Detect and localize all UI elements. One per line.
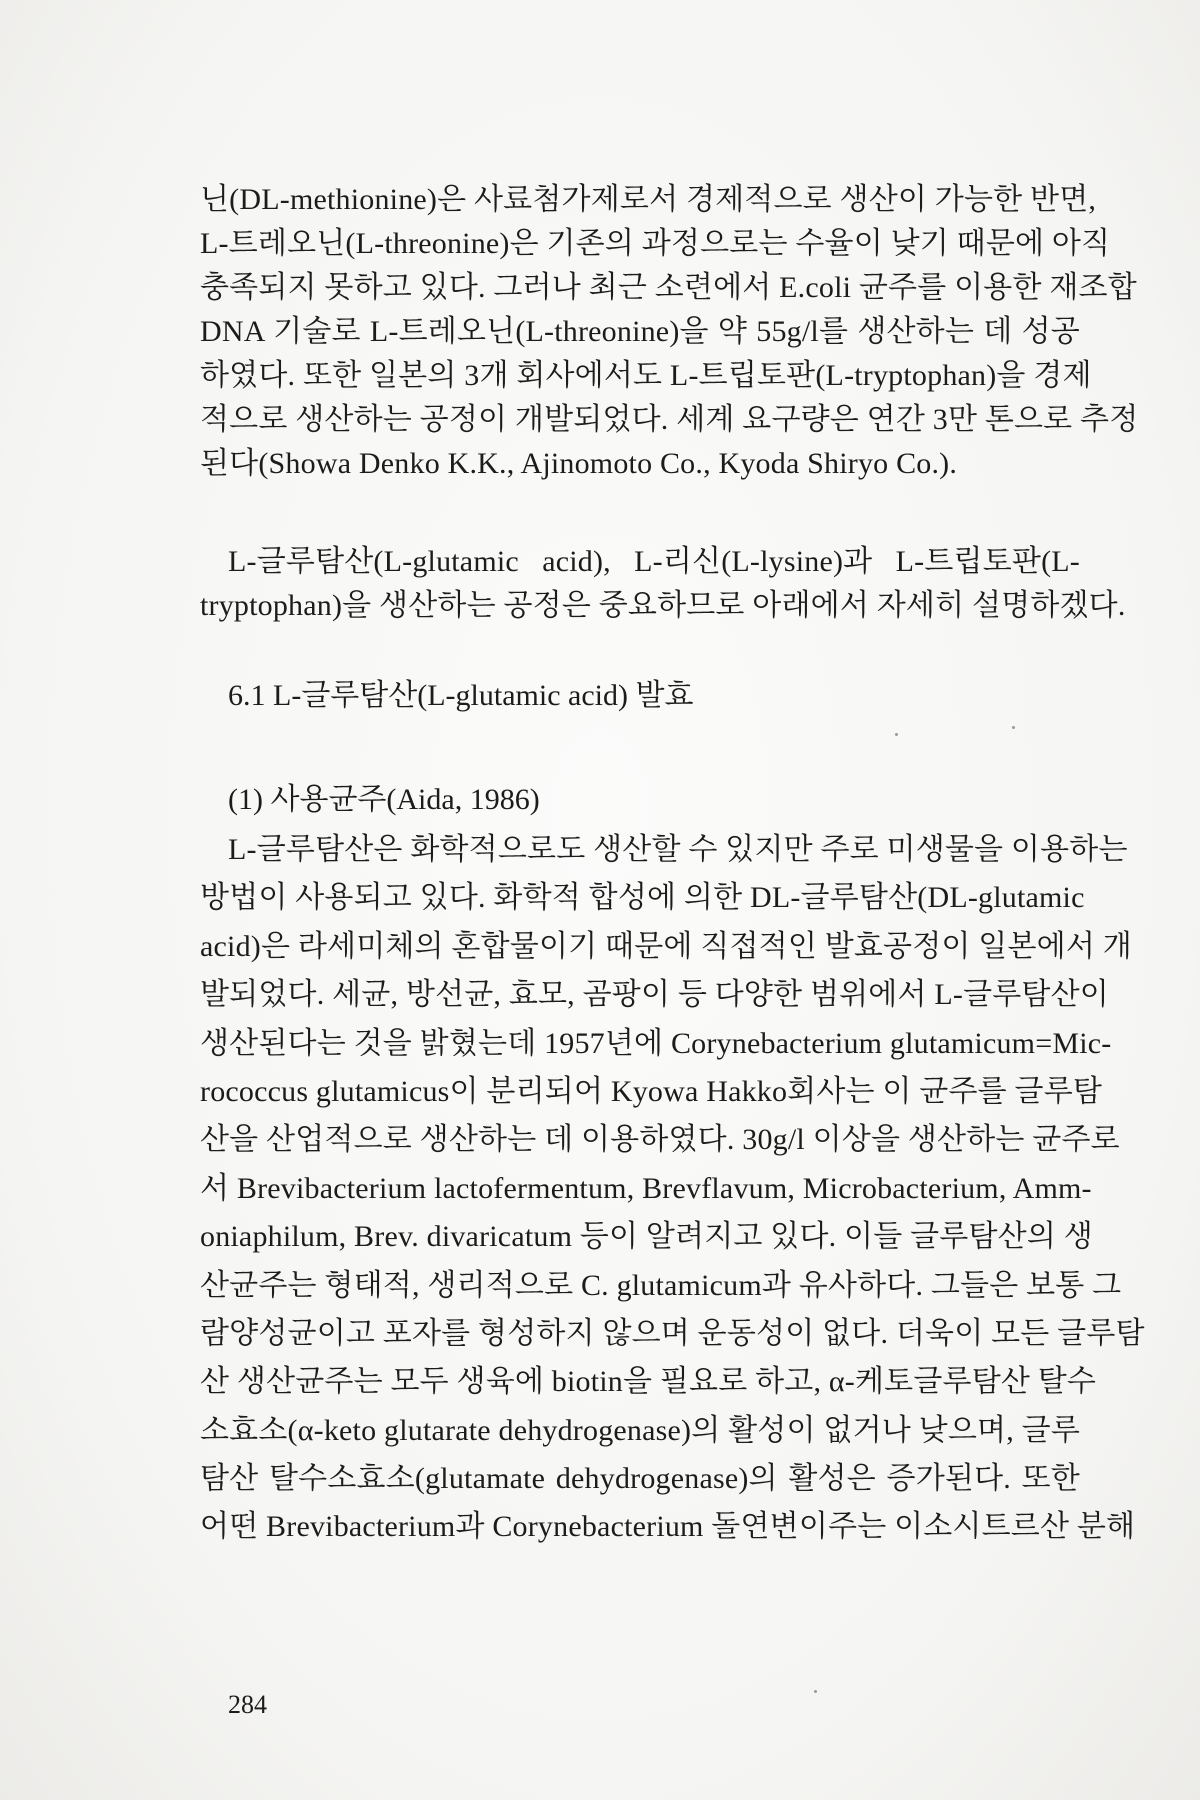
text-line: 탐산 탈수소효소(glutamate dehydrogenase)의 활성은 증가된다. 또한 [200,1462,1080,1496]
text-line: L-트레오닌(L-threonine)은 기존의 과정으로는 수율이 낮기 때문에 아직 [200,227,1111,260]
subsection-heading: (1) 사용균주(Aida, 1986) [228,783,540,816]
text-line: DNA 기술로 L-트레오닌(L-threonine)을 약 55g/l를 생산하는 데 성공 [200,315,1080,348]
text-line: acid)은 라세미체의 혼합물이기 때문에 직접적인 발효공정이 일본에서 개 [200,929,1132,963]
text-line: L-글루탐산은 화학적으로도 생산할 수 있지만 주로 미생물을 이용하는 [228,833,1128,866]
scan-speck [814,1690,817,1693]
text-line: 산을 산업적으로 생산하는 데 이용하였다. 30g/l 이상을 생산하는 균주로 [200,1123,1120,1157]
page-number: 284 [228,1690,267,1719]
text-line: 소효소(α-keto glutarate dehydrogenase)의 활성이 없거나 낮으며, 글루 [200,1413,1080,1447]
text-line: 람양성균이고 포자를 형성하지 않으며 운동성이 없다. 더욱이 모든 글루탐 [200,1316,1145,1350]
scan-speck [895,733,898,736]
text-line: 산 생산균주는 모두 생육에 biotin을 필요로 하고, α-케토글루탐산 탈수 [200,1365,1097,1399]
text-line: 닌(DL-methionine)은 사료첨가제로서 경제적으로 생산이 가능한 반면, [200,183,1097,216]
text-line: 서 Brevibacterium lactofermentum, Brevflavum, Microbacterium, Amm- [200,1171,1092,1205]
text-line: rococcus glutamicus이 분리되어 Kyowa Hakko회사는 이 균주를 글루탐 [200,1074,1103,1108]
paragraph-amino-acid-overview [200,540,1126,628]
text-line: 충족되지 못하고 있다. 그러나 최근 소련에서 E.coli 균주를 이용한 재조합 [200,271,1137,304]
paragraph-strains [200,826,1145,1552]
text-line: 된다(Showa Denko K.K., Ajinomoto Co., Kyoda Shiryo Co.). [200,447,958,480]
paragraph-methionine-threonine [200,178,1139,486]
text-line: 적으로 생산하는 공정이 개발되었다. 세계 요구량은 연간 3만 톤으로 추정 [200,403,1139,436]
text-line: 어떤 Brevibacterium과 Corynebacterium 돌연변이주는 이소시트르산 분해 [200,1510,1136,1544]
text-line: 생산된다는 것을 밝혔는데 1957년에 Corynebacterium glutamicum=Mic- [200,1026,1112,1060]
text-line: 발되었다. 세균, 방선균, 효모, 곰팡이 등 다양한 범위에서 L-글루탐산이 [200,978,1109,1012]
text-line: tryptophan)을 생산하는 공정은 중요하므로 아래에서 자세히 설명하겠다. [200,589,1126,622]
scan-speck [1012,726,1015,729]
text-line: L-글루탐산(L-glutamic acid), L-리신(L-lysine)과 L-트립토판(L- [228,545,1080,578]
text-line: 방법이 사용되고 있다. 화학적 합성에 의한 DL-글루탐산(DL-glutamic [200,881,1085,915]
text-line: 하였다. 또한 일본의 3개 회사에서도 L-트립토판(L-tryptophan)을 경제 [200,359,1092,392]
section-heading: 6.1 L-글루탐산(L-glutamic acid) 발효 [228,679,694,712]
text-line: oniaphilum, Brev. divaricatum 등이 알려지고 있다. 이들 글루탐산의 생 [200,1220,1093,1254]
text-line: 산균주는 형태적, 생리적으로 C. glutamicum과 유사하다. 그들은 보통 그 [200,1268,1122,1302]
